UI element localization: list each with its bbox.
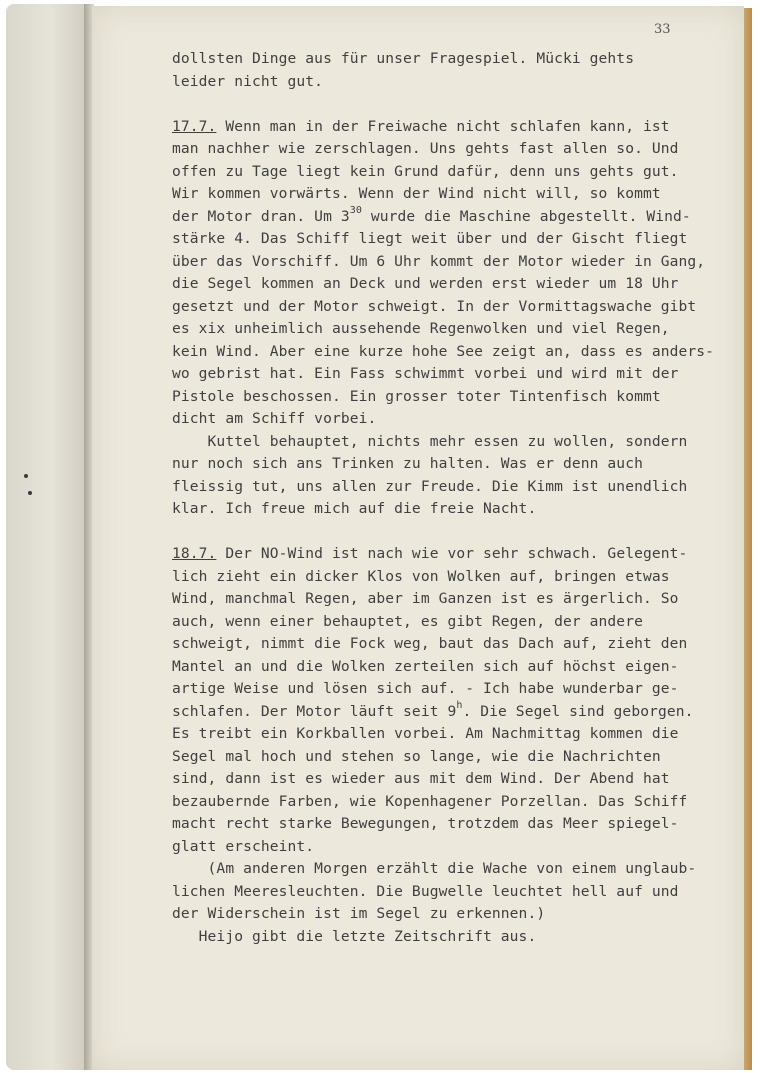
page-number: 33 (654, 22, 671, 37)
text-line: Der NO-Wind ist nach wie vor sehr schwach. Gelegent- (216, 545, 688, 562)
text-line: die Segel kommen an Deck und werden erst wieder um 18 Uhr (172, 275, 679, 292)
text-line: nur noch sich ans Trinken zu halten. Was er denn auch (172, 455, 643, 472)
time-superscript: h (456, 699, 463, 711)
text-line: gesetzt und der Motor schweigt. In der Vormittagswache gibt (172, 297, 697, 315)
text-line (172, 206, 742, 229)
text-fragment: schlafen. Der Motor läuft seit 9 (172, 702, 457, 720)
text-line: Es treibt ein Korkballen vorbei. Am Nachmittag kommen die (172, 725, 679, 742)
diary-text (172, 48, 742, 948)
left-page-edge (6, 4, 88, 1070)
text-line: macht recht starke Bewegungen, trotzdem das Meer spiegel- (172, 815, 679, 832)
ink-speck (28, 491, 32, 495)
entry-18-7-heading-line (172, 543, 742, 566)
text-fragment: . Die Segel sind geborgen. (462, 702, 694, 720)
text-line: wo gebrist hat. Ein Fass schwimmt vorbei und wird mit der (172, 365, 679, 382)
text-line: fleissig tut, uns allen zur Freude. Die Kimm ist unendlich (172, 477, 688, 495)
text-line: man nachher wie zerschlagen. Uns gehts fast allen so. Und (172, 140, 679, 157)
text-line: der Widerschein ist im Segel zu erkennen.) (172, 905, 546, 922)
text-line: (Am anderen Morgen erzählt die Wache von einem unglaub- (172, 860, 697, 877)
text-line: kein Wind. Aber eine kurze hohe See zeigt an, dass es anders- (172, 342, 715, 360)
text-line: artige Weise und lösen sich auf. - Ich habe wunderbar ge- (172, 680, 679, 697)
entry-17-7-heading-line (172, 116, 742, 139)
text-line: glatt erscheint. (172, 837, 315, 855)
text-line: Wenn man in der Freiwache nicht schlafen kann, ist (216, 117, 670, 135)
text-line: offen zu Tage liegt kein Grund dafür, denn uns gehts gut. (172, 162, 679, 180)
text-line: Pistole beschossen. Ein grosser toter Tintenfisch kommt (172, 387, 661, 405)
text-line: dollsten Dinge aus für unser Fragespiel. Mücki gehts (172, 50, 635, 67)
text-line: bezaubernde Farben, wie Kopenhagener Porzellan. Das Schiff (172, 792, 688, 810)
text-line: lich zieht ein dicker Klos von Wolken auf, bringen etwas (172, 567, 670, 585)
text-line: lichen Meeresleuchten. Die Bugwelle leuchtet hell auf und (172, 882, 679, 900)
text-line: über das Vorschiff. Um 6 Uhr kommt der Motor wieder in Gang, (172, 252, 706, 270)
entry-date: 18.7. (172, 545, 217, 562)
text-line: Wind, manchmal Regen, aber im Ganzen ist es ärgerlich. So (172, 590, 679, 607)
text-line: stärke 4. Das Schiff liegt weit über und der Gischt fliegt (172, 230, 688, 247)
text-line: Heijo gibt die letzte Zeitschrift aus. (172, 927, 537, 945)
text-line: Mantel an und die Wolken zerteilen sich auf höchst eigen- (172, 657, 679, 675)
text-fragment: der Motor dran. Um 3 (172, 207, 350, 225)
text-line: Wir kommen vorwärts. Wenn der Wind nicht will, so kommt (172, 185, 661, 202)
text-line (172, 701, 742, 724)
text-line: schweigt, nimmt die Fock weg, baut das Dach auf, zieht den (172, 635, 688, 652)
text-line: leider nicht gut. (172, 72, 324, 90)
time-superscript: 30 (349, 204, 362, 216)
page-edge-stain (744, 8, 752, 1070)
text-line: klar. Ich freue mich auf die freie Nacht. (172, 500, 537, 517)
text-line: es xix unheimlich aussehende Regenwolken und viel Regen, (172, 320, 670, 337)
text-line: sind, dann ist es wieder aus mit dem Wind. Der Abend hat (172, 770, 670, 787)
text-line: Segel mal hoch und stehen so lange, wie die Nachrichten (172, 747, 661, 765)
ink-speck (24, 474, 28, 478)
text-line: auch, wenn einer behauptet, es gibt Regen, der andere (172, 612, 643, 630)
text-fragment: wurde die Maschine abgestellt. Wind- (361, 207, 691, 225)
text-line: dicht am Schiff vorbei. (172, 410, 377, 427)
text-line: Kuttel behauptet, nichts mehr essen zu wollen, sondern (172, 432, 688, 450)
entry-date: 17.7. (172, 117, 217, 135)
